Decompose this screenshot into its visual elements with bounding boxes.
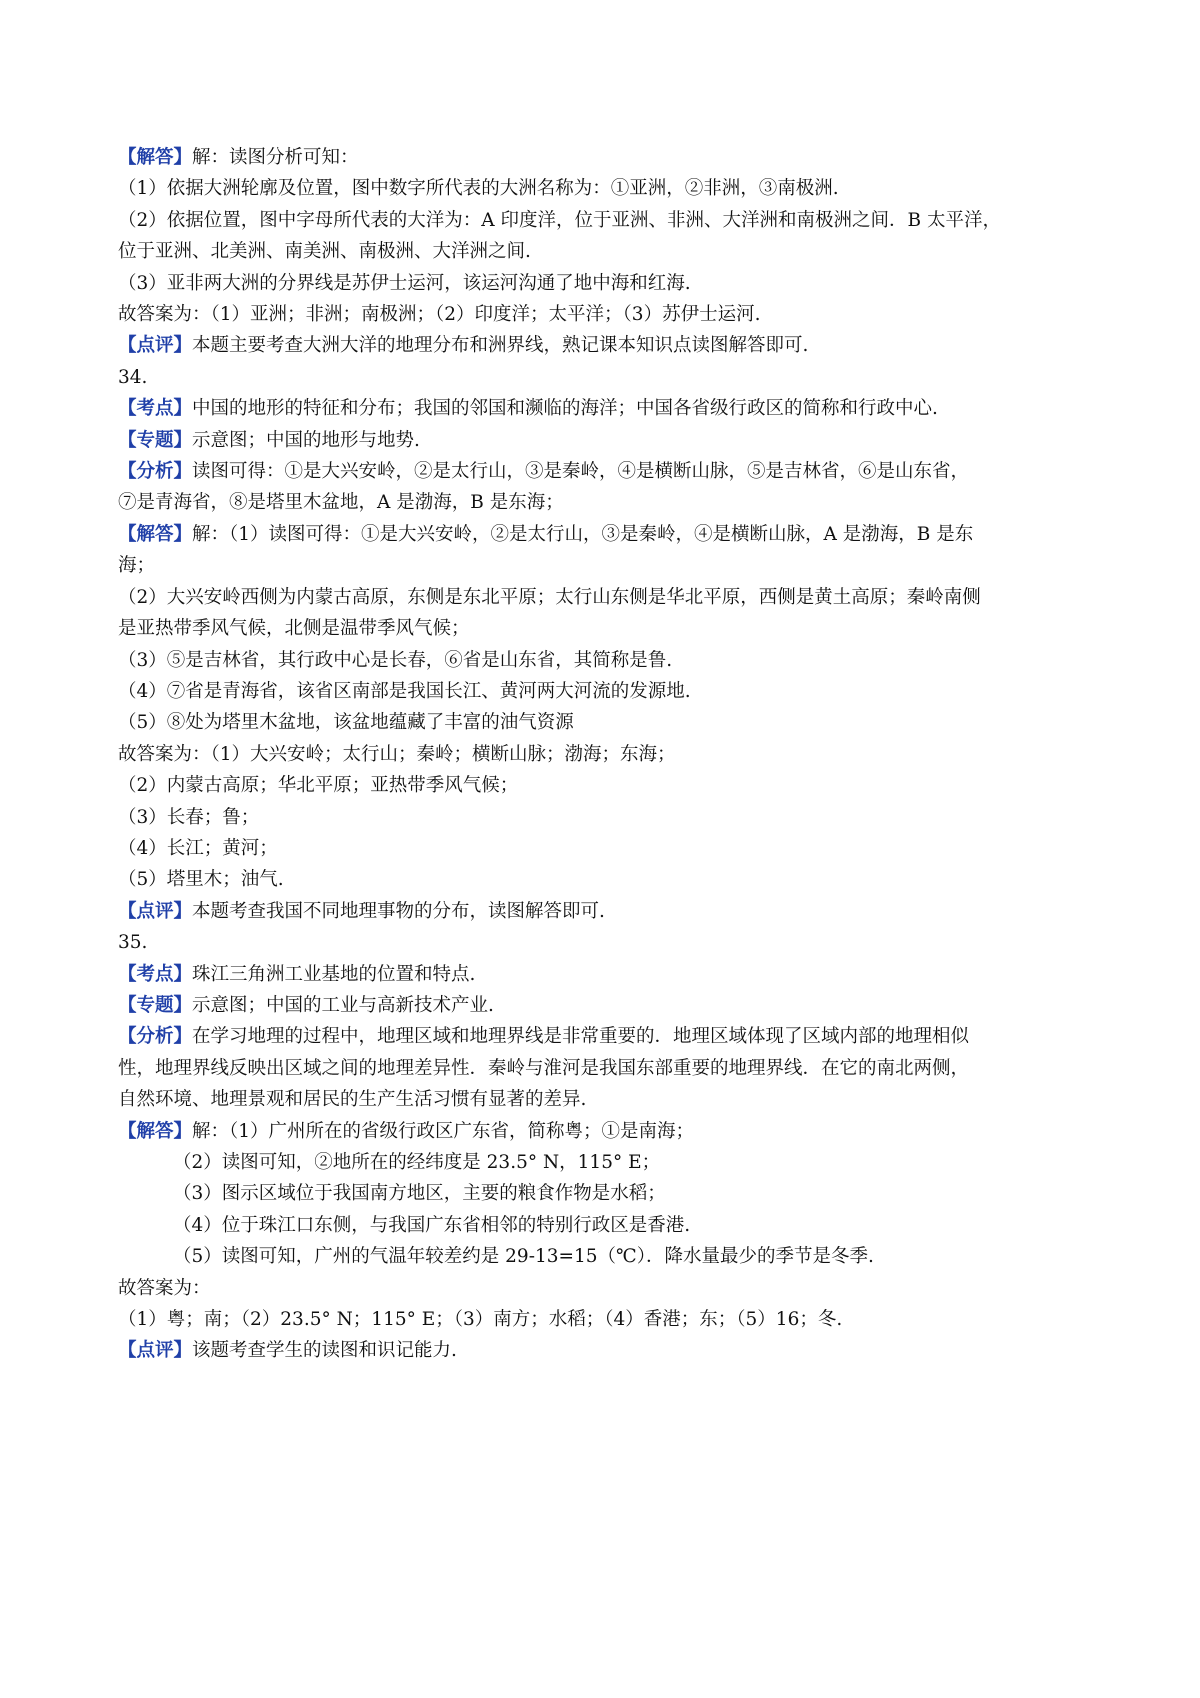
section-tag: 【点评】 [118,335,193,357]
line-text: 解：（1）读图可得：①是大兴安岭，②是太行山，③是秦岭，④是横断山脉，A 是渤海，B 是东 [192,523,974,545]
text-line [118,582,1108,613]
line-text: 示意图；中国的地形与地势. [192,429,420,451]
section-tag: 【解答】 [118,1120,193,1142]
text-line [118,707,1108,738]
line-text: 海； [118,555,156,577]
text-line [118,1210,1108,1241]
text-line [118,1335,1108,1366]
line-text: 位于亚洲、北美洲、南美洲、南极洲、大洋洲之间. [118,241,531,263]
text-line [118,487,1108,518]
text-line [118,959,1108,990]
text-line [118,1178,1108,1209]
section-tag: 【专题】 [118,429,193,451]
section-tag: 【点评】 [118,900,193,922]
line-text: （1）粤；南；（2）23.5° N；115° E；（3）南方；水稻；（4）香港；东；（5）16；冬. [118,1309,843,1331]
line-text: 故答案为： [118,1277,211,1299]
line-text: （5）塔里木；油气. [118,869,284,891]
line-text: 35. [118,932,148,954]
line-text: 示意图；中国的工业与高新技术产业. [192,994,494,1016]
text-line [118,613,1108,644]
text-line [118,802,1108,833]
text-line [118,1084,1108,1115]
line-text: （5）⑧处为塔里木盆地，该盆地蕴藏了丰富的油气资源 [118,712,574,734]
line-text: （4）长江；黄河； [118,837,278,859]
line-text: （3）图示区域位于我国南方地区，主要的粮食作物是水稻； [173,1183,666,1205]
line-text: 读图可得：①是大兴安岭，②是太行山，③是秦岭，④是横断山脉，⑤是吉林省，⑥是山东省， [192,461,970,483]
section-tag: 【考点】 [118,398,193,420]
text-line [118,393,1108,424]
line-text: （3）长春；鲁； [118,806,260,828]
text-line [118,990,1108,1021]
text-line [118,739,1108,770]
line-text: 性，地理界线反映出区域之间的地理差异性．秦岭与淮河是我国东部重要的地理界线．在它的南北两侧， [118,1057,970,1079]
text-line [118,425,1108,456]
section-tag: 【分析】 [118,461,193,483]
line-text: （3）⑤是吉林省，其行政中心是长春，⑥省是山东省，其简称是鲁. [118,649,673,671]
text-line [118,362,1108,393]
text-line [118,550,1108,581]
text-line [118,864,1108,895]
text-line [118,142,1108,173]
line-text: 在学习地理的过程中，地理区域和地理界线是非常重要的．地理区域体现了区域内部的地理相似 [192,1026,970,1048]
line-text: （5）读图可知，广州的气温年较差约是 29-13=15（℃）．降水量最少的季节是冬季. [173,1246,874,1268]
section-tag: 【分析】 [118,1026,193,1048]
line-text: 34. [118,366,148,388]
text-line [118,1273,1108,1304]
text-line [118,173,1108,204]
line-text: 该题考查学生的读图和识记能力. [192,1340,457,1362]
line-text: 解：（1）广州所在的省级行政区广东省，简称粤；①是南海； [192,1120,695,1142]
line-text: 自然环境、地理景观和居民的生产生活习惯有显著的差异. [118,1089,587,1111]
text-line [118,268,1108,299]
line-text: 故答案为：（1）大兴安岭；太行山；秦岭；横断山脉；渤海；东海； [118,743,676,765]
line-text: （2）依据位置，图中字母所代表的大洋为：A 印度洋，位于亚洲、非洲、大洋洲和南极洲之间．B 太平洋， [118,209,1001,231]
line-text: （3）亚非两大洲的分界线是苏伊士运河，该运河沟通了地中海和红海. [118,272,691,294]
section-tag: 【考点】 [118,963,193,985]
text-line [118,205,1108,236]
line-text: （4）⑦省是青海省，该省区南部是我国长江、黄河两大河流的发源地. [118,680,691,702]
line-text: 故答案为：（1）亚洲；非洲；南极洲；（2）印度洋；太平洋；（3）苏伊士运河. [118,304,761,326]
line-text: ⑦是青海省，⑧是塔里木盆地，A 是渤海，B 是东海； [118,492,564,514]
text-line [118,1053,1108,1084]
line-text: 解：读图分析可知： [192,147,359,168]
text-line [118,1304,1108,1335]
text-line [118,896,1108,927]
line-text: （2）大兴安岭西侧为内蒙古高原，东侧是东北平原；太行山东侧是华北平原，西侧是黄土高原；秦岭南侧 [118,586,981,608]
text-line [118,330,1108,361]
text-line [118,1021,1108,1052]
text-line [118,236,1108,267]
line-text: 是亚热带季风气候，北侧是温带季风气候； [118,618,470,640]
text-line [118,770,1108,801]
text-line [118,833,1108,864]
line-text: （4）位于珠江口东侧，与我国广东省相邻的特别行政区是香港. [173,1214,691,1236]
section-tag: 【专题】 [118,994,193,1016]
section-tag: 【点评】 [118,1340,193,1362]
line-text: （1）依据大洲轮廓及位置，图中数字所代表的大洲名称为：①亚洲，②非洲，③南极洲. [118,178,839,200]
text-line [118,676,1108,707]
text-line [118,1116,1108,1147]
line-text: 珠江三角洲工业基地的位置和特点. [192,963,476,985]
text-line [118,1147,1108,1178]
line-text: 中国的地形的特征和分布；我国的邻国和濒临的海洋；中国各省级行政区的简称和行政中心. [192,398,938,420]
line-text: 本题主要考查大洲大洋的地理分布和洲界线，熟记课本知识点读图解答即可. [192,335,809,357]
document-page [118,142,1108,1367]
text-line [118,1241,1108,1272]
line-text: （2）内蒙古高原；华北平原；亚热带季风气候； [118,775,519,797]
line-text: （2）读图可知，②地所在的经纬度是 23.5° N，115° E； [173,1152,661,1173]
section-tag: 【解答】 [118,147,193,168]
text-line [118,927,1108,958]
line-text: 本题考查我国不同地理事物的分布，读图解答即可. [192,900,605,922]
section-tag: 【解答】 [118,523,193,545]
text-line [118,519,1108,550]
text-line [118,645,1108,676]
text-line [118,299,1108,330]
text-line [118,456,1108,487]
